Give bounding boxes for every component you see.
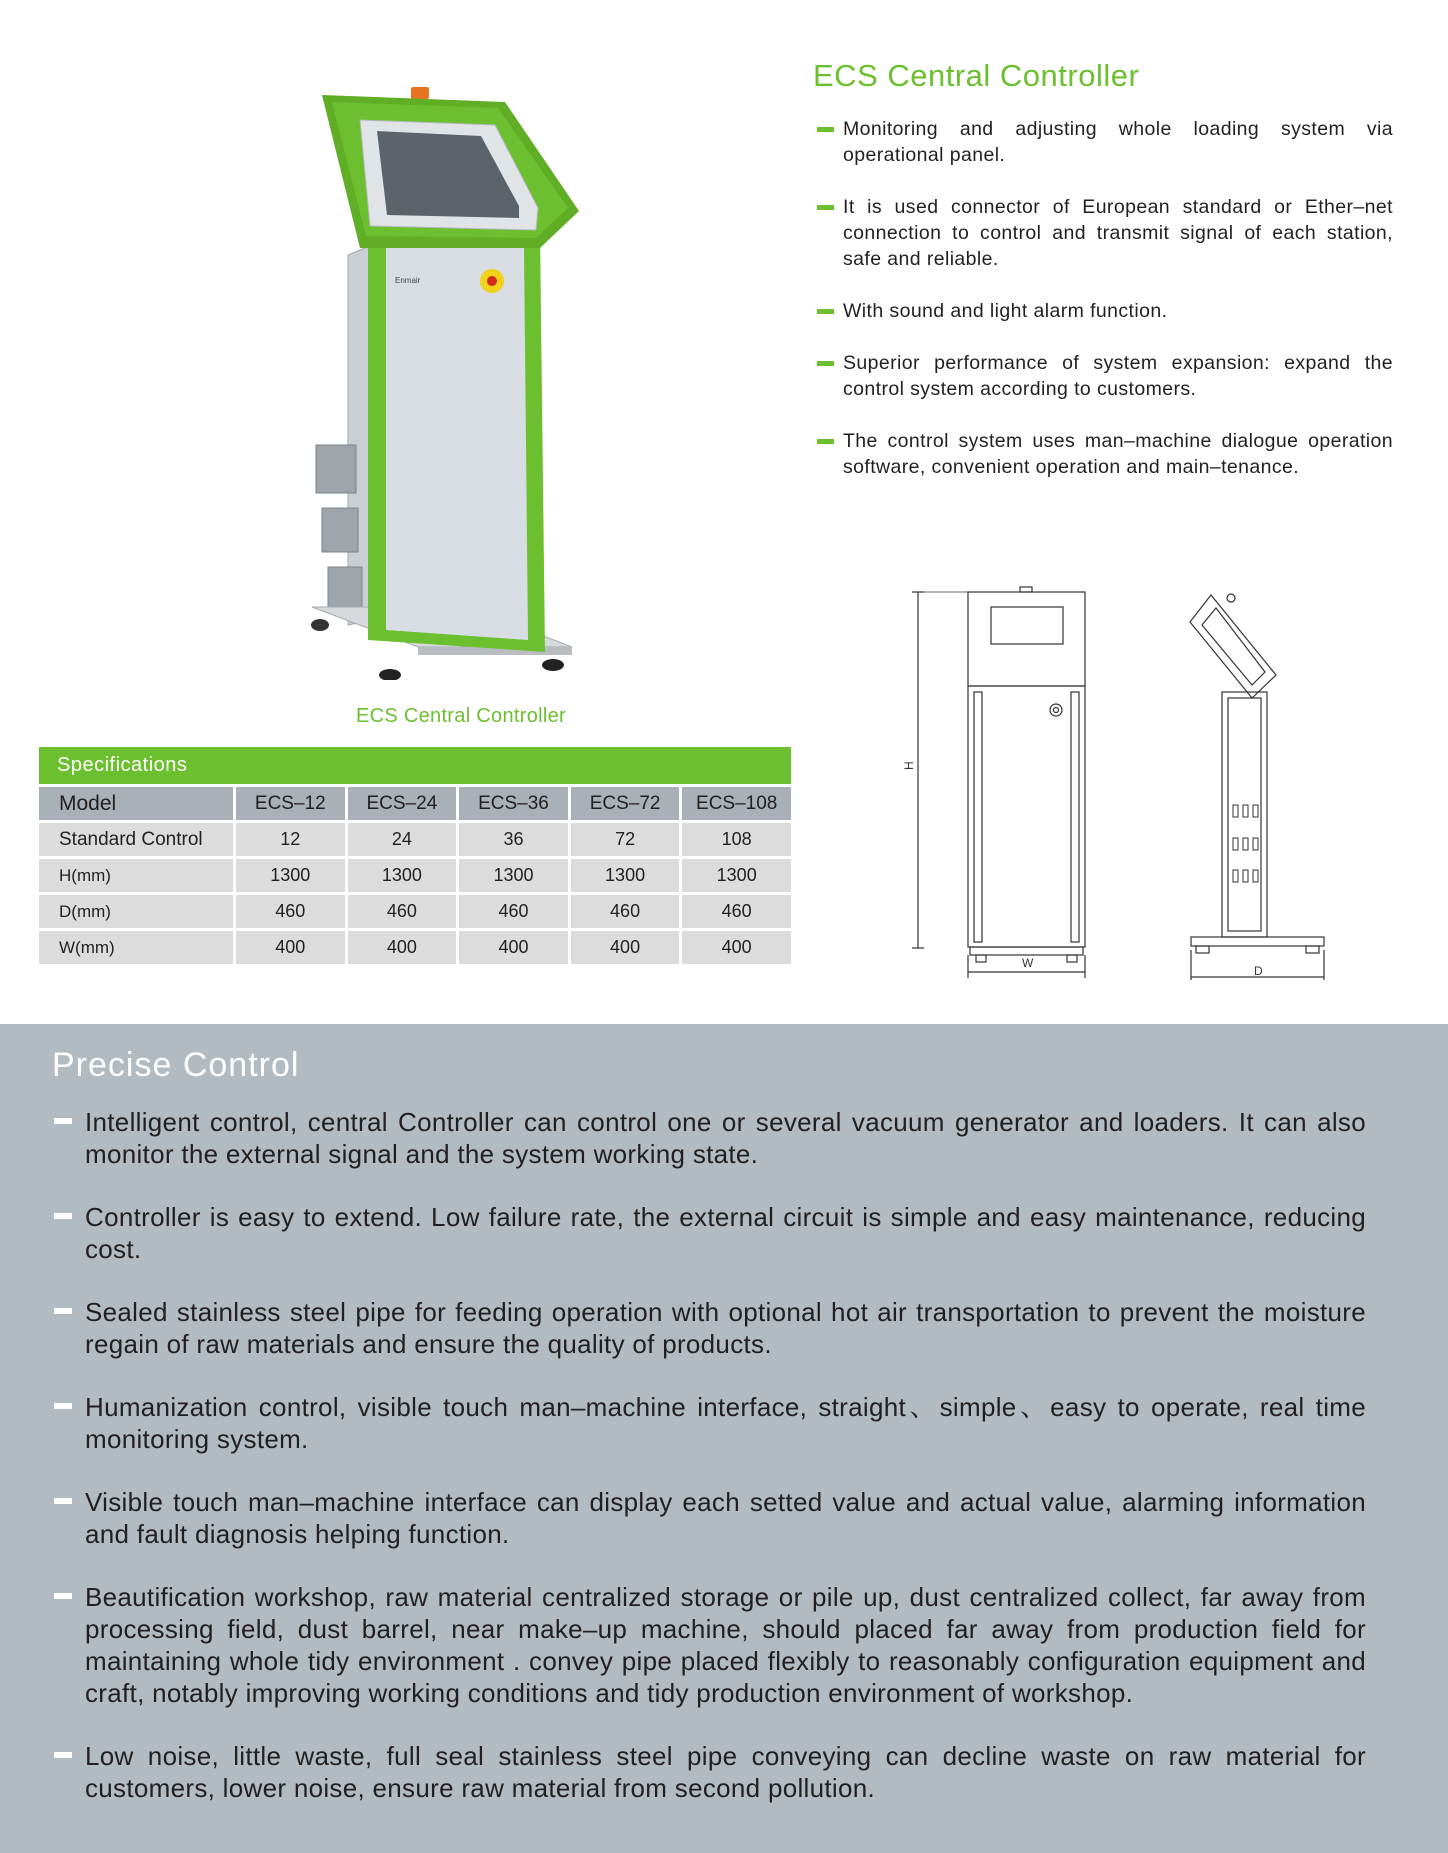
feature-text: Superior performance of system expansion: expand the control system according to customers. bbox=[843, 352, 1393, 400]
spec-grid bbox=[36, 784, 794, 967]
feature-item bbox=[815, 350, 1393, 402]
table-row bbox=[39, 823, 791, 856]
table-cell: 460 bbox=[348, 895, 457, 928]
feature-list bbox=[815, 116, 1393, 506]
table-cell: 400 bbox=[236, 931, 345, 964]
table-cell: 460 bbox=[236, 895, 345, 928]
row-label: Standard Control bbox=[39, 823, 233, 856]
bullet-dash-icon bbox=[817, 127, 834, 132]
table-cell: ECS–72 bbox=[571, 787, 680, 820]
row-label: W(mm) bbox=[39, 931, 233, 964]
feature-item bbox=[815, 428, 1393, 480]
section-title: Precise Control bbox=[52, 1046, 300, 1084]
list-item-text: Low noise, little waste, full seal stainless steel pipe conveying can decline waste on raw material for customers, lower noise, ensure raw material from second pollution. bbox=[85, 1741, 1366, 1803]
list-item-text: Intelligent control, central Controller can control one or several vacuum generator and loaders. It can also monitor the external signal and the system working state. bbox=[85, 1107, 1366, 1169]
specifications-header: Specifications bbox=[39, 747, 791, 784]
technical-drawing bbox=[900, 580, 1350, 985]
bullet-dash-icon bbox=[54, 1308, 72, 1314]
bullet-dash-icon bbox=[54, 1498, 72, 1504]
row-label: H(mm) bbox=[39, 859, 233, 892]
product-title: ECS Central Controller bbox=[813, 58, 1140, 93]
height-dimension-label: H bbox=[902, 761, 916, 770]
feature-item bbox=[815, 116, 1393, 168]
feature-text: With sound and light alarm function. bbox=[843, 300, 1168, 322]
table-row bbox=[39, 859, 791, 892]
table-cell: 1300 bbox=[348, 859, 457, 892]
list-item bbox=[52, 1740, 1366, 1804]
table-cell: 1300 bbox=[459, 859, 568, 892]
product-image bbox=[300, 80, 590, 680]
table-cell: 460 bbox=[459, 895, 568, 928]
table-cell: ECS–108 bbox=[682, 787, 791, 820]
list-item bbox=[52, 1296, 1366, 1360]
list-item bbox=[52, 1391, 1366, 1455]
table-cell: ECS–12 bbox=[236, 787, 345, 820]
table-cell: 460 bbox=[571, 895, 680, 928]
precise-control-section bbox=[0, 1024, 1448, 1853]
table-row bbox=[39, 895, 791, 928]
bullet-dash-icon bbox=[54, 1593, 72, 1599]
list-item-text: Visible touch man–machine interface can display each setted value and actual value, alarming information and fault diagnosis helping function. bbox=[85, 1487, 1366, 1549]
feature-item bbox=[815, 298, 1393, 324]
table-cell: 24 bbox=[348, 823, 457, 856]
table-cell: 1300 bbox=[682, 859, 791, 892]
list-item-text: Beautification workshop, raw material centralized storage or pile up, dust centralized collect, far away from processing field, dust barrel, near make–up machine, should placed far away from production field for maintaining whole tidy environment . convey pipe placed flexibly to reasonably configuration equipment and craft, notably improving working conditions and tidy production environment of workshop. bbox=[85, 1582, 1366, 1708]
table-cell: 400 bbox=[348, 931, 457, 964]
feature-text: The control system uses man–machine dialogue operation software, convenient operation and main–tenance. bbox=[843, 430, 1393, 478]
list-item bbox=[52, 1581, 1366, 1709]
table-cell: ECS–24 bbox=[348, 787, 457, 820]
list-item-text: Sealed stainless steel pipe for feeding operation with optional hot air transportation to prevent the moisture regain of raw materials and ensure the quality of products. bbox=[85, 1297, 1366, 1359]
feature-item bbox=[815, 194, 1393, 272]
list-item-text: Humanization control, visible touch man–machine interface, straight、simple、easy to operate, real time monitoring system. bbox=[85, 1392, 1366, 1454]
table-row bbox=[39, 931, 791, 964]
front-view bbox=[902, 587, 1085, 978]
list-item bbox=[52, 1486, 1366, 1550]
table-cell: 36 bbox=[459, 823, 568, 856]
feature-text: It is used connector of European standard or Ether–net connection to control and transmit signal of each station, safe and reliable. bbox=[843, 196, 1393, 270]
bullet-dash-icon bbox=[817, 439, 834, 444]
width-dimension-label: W bbox=[1022, 956, 1034, 970]
bullet-dash-icon bbox=[54, 1118, 72, 1124]
depth-dimension-label: D bbox=[1254, 964, 1263, 978]
bullet-dash-icon bbox=[817, 361, 834, 366]
table-cell: 400 bbox=[571, 931, 680, 964]
bullet-dash-icon bbox=[54, 1213, 72, 1219]
feature-text: Monitoring and adjusting whole loading system via operational panel. bbox=[843, 118, 1393, 166]
svg-text:Enmair: Enmair bbox=[395, 276, 421, 285]
table-cell: 108 bbox=[682, 823, 791, 856]
list-item bbox=[52, 1106, 1366, 1170]
table-cell: 460 bbox=[682, 895, 791, 928]
table-cell: ECS–36 bbox=[459, 787, 568, 820]
table-cell: 1300 bbox=[236, 859, 345, 892]
list-item-text: Controller is easy to extend. Low failure rate, the external circuit is simple and easy maintenance, reducing cost. bbox=[85, 1202, 1366, 1264]
side-view bbox=[1190, 594, 1324, 980]
table-cell: 12 bbox=[236, 823, 345, 856]
table-row bbox=[39, 787, 791, 820]
product-caption: ECS Central Controller bbox=[355, 705, 566, 727]
row-label: Model bbox=[39, 787, 233, 820]
bullet-dash-icon bbox=[54, 1752, 72, 1758]
bullet-dash-icon bbox=[54, 1403, 72, 1409]
table-cell: 72 bbox=[571, 823, 680, 856]
table-cell: 1300 bbox=[571, 859, 680, 892]
bullet-dash-icon bbox=[817, 205, 834, 210]
bullet-dash-icon bbox=[817, 309, 834, 314]
row-label: D(mm) bbox=[39, 895, 233, 928]
list-item bbox=[52, 1201, 1366, 1265]
table-cell: 400 bbox=[682, 931, 791, 964]
specifications-table bbox=[39, 747, 791, 967]
precise-control-list bbox=[52, 1106, 1366, 1835]
table-cell: 400 bbox=[459, 931, 568, 964]
